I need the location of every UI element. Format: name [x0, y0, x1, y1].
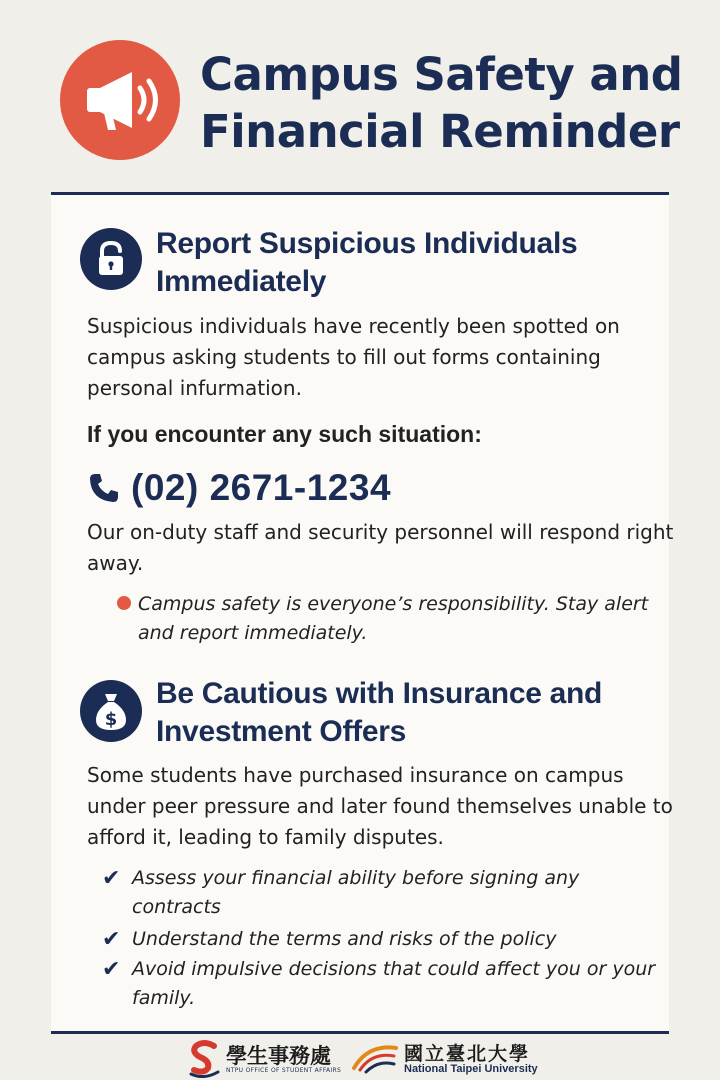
checklist-text: Avoid impulsive decisions that could affect you or your family. [132, 958, 656, 1009]
encounter-prompt: If you encounter any such situation: [87, 421, 482, 447]
bullet-dot [117, 596, 131, 610]
student-affairs-name: 學生事務處 [226, 1043, 331, 1068]
checklist-item [102, 864, 662, 922]
phone-contact[interactable] [87, 465, 487, 511]
response-text: Our on-duty staff and security personnel will respond right away. [87, 520, 674, 575]
checklist-text: Understand the terms and risks of the policy [132, 928, 557, 950]
university-name: 國立臺北大學 [404, 1043, 531, 1065]
insurance-description: Some students have purchased insurance on campus under peer pressure and later found themselves unable to afford it, leading to family disputes. [87, 763, 673, 849]
check-icon: ✔ [102, 866, 121, 891]
safety-note: Campus safety is everyone’s responsibility. Stay alert and report immediately. [138, 593, 649, 644]
university-logo [350, 1040, 400, 1076]
megaphone-icon [60, 40, 180, 160]
suspicious-description: Suspicious individuals have recently been spotted on campus asking students to fill out forms containing personal infurmation. [87, 314, 620, 400]
student-affairs-logo [186, 1038, 222, 1078]
section-title-insurance: Be Cautious with Insurance and Investment Offers [156, 677, 603, 748]
header [0, 0, 720, 192]
phone-icon [87, 471, 121, 505]
lock-icon [80, 228, 142, 290]
checklist-item [102, 925, 662, 954]
student-affairs-english: NTPU OFFICE OF STUDENT AFFAIRS [226, 1067, 342, 1074]
university-english: National Taipei University [404, 1063, 538, 1075]
money-bag-icon [80, 680, 142, 742]
svg-text:$: $ [104, 709, 118, 730]
phone-number[interactable]: (02) 2671-1234 [131, 467, 392, 508]
check-icon: ✔ [102, 927, 121, 952]
checklist-text: Assess your financial ability before signing any contracts [132, 867, 580, 918]
footer [0, 1036, 720, 1080]
check-icon: ✔ [102, 957, 121, 982]
section-title-suspicious: Report Suspicious Individuals Immediately [156, 227, 578, 298]
checklist-item [102, 955, 662, 1013]
page-title: Campus Safety and Financial Reminder [200, 48, 683, 158]
bottom-divider [51, 1031, 669, 1034]
